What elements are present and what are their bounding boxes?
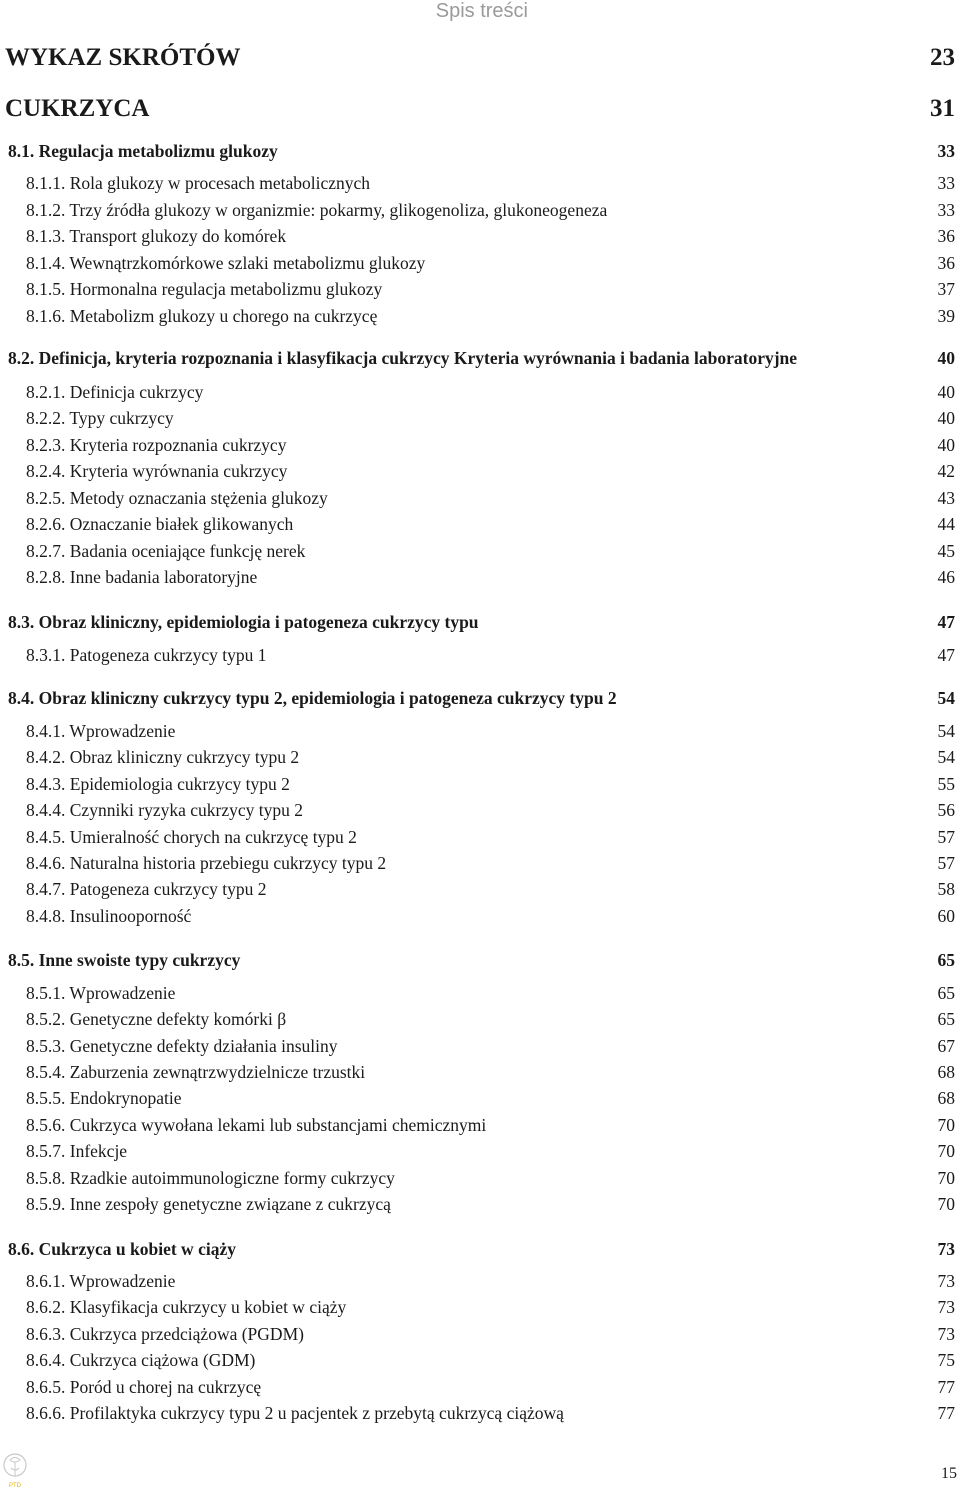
toc-entry-page: 56	[937, 800, 955, 820]
toc-entry-page: 60	[937, 906, 955, 926]
toc-entry-label: 8.5. Inne swoiste typy cukrzycy	[8, 950, 241, 970]
toc-entry-label: 8.4.4. Czynniki ryzyka cukrzycy typu 2	[26, 800, 304, 820]
toc-entry-label: 8.5.1. Wprowadzenie	[26, 983, 176, 1003]
toc-entry-page: 37	[937, 279, 955, 299]
toc-entry-page: 70	[937, 1115, 955, 1135]
toc-entry-label: 8.4.6. Naturalna historia przebiegu cukrzycy typu 2	[26, 853, 387, 873]
toc-entry-page: 65	[937, 983, 955, 1003]
toc-entry-page: 36	[937, 253, 955, 273]
toc-entry-page: 39	[937, 306, 955, 326]
toc-entry-label: 8.5.5. Endokrynopatie	[26, 1088, 182, 1108]
toc-entry-label: 8.6.2. Klasyfikacja cukrzycy u kobiet w ciąży	[26, 1297, 347, 1317]
toc-entry-page: 73	[937, 1324, 955, 1344]
toc-entry-label: 8.1. Regulacja metabolizmu glukozy	[8, 141, 278, 161]
toc-entry-page: 55	[937, 774, 955, 794]
toc-entry-page: 77	[937, 1403, 955, 1423]
toc-entry-page: 65	[937, 1009, 955, 1029]
toc-entry-label: 8.2.2. Typy cukrzycy	[26, 408, 174, 428]
toc-entry-label: 8.1.4. Wewnątrzkomórkowe szlaki metabolizmu glukozy	[26, 253, 426, 273]
page-number: 15	[941, 1465, 957, 1482]
toc-entry-label: 8.6.1. Wprowadzenie	[26, 1271, 176, 1291]
toc-entry-label: 8.4. Obraz kliniczny cukrzycy typu 2, epidemiologia i patogeneza cukrzycy typu 2	[8, 688, 617, 708]
toc-entry-label: 8.1.1. Rola glukozy w procesach metabolicznych	[26, 173, 371, 193]
toc-entry-label: 8.4.2. Obraz kliniczny cukrzycy typu 2	[26, 747, 300, 767]
toc-entry-page: 43	[937, 488, 955, 508]
toc-entry-page: 36	[937, 226, 955, 246]
toc-entry-label: CUKRZYCA	[5, 95, 150, 122]
toc-entry-label: 8.6.6. Profilaktyka cukrzycy typu 2 u pacjentek z przebytą cukrzycą ciążową	[26, 1403, 564, 1423]
toc-entry-label: 8.2.8. Inne badania laboratoryjne	[26, 567, 258, 587]
toc-entry-label: WYKAZ SKRÓTÓW	[5, 44, 241, 71]
toc-entry-label: 8.6. Cukrzyca u kobiet w ciąży	[8, 1239, 236, 1259]
toc-entry-label: 8.1.6. Metabolizm glukozy u chorego na cukrzycę	[26, 306, 378, 326]
toc-entry-label: 8.3. Obraz kliniczny, epidemiologia i patogeneza cukrzycy typu	[8, 612, 479, 632]
toc-entry-page: 75	[937, 1350, 955, 1370]
toc-entry-page: 33	[937, 141, 955, 161]
toc-entry-page: 73	[937, 1297, 955, 1317]
toc-entry-label: 8.5.8. Rzadkie autoimmunologiczne formy cukrzycy	[26, 1168, 395, 1188]
toc-entry-page: 58	[937, 879, 955, 899]
toc-entry-page: 44	[937, 514, 955, 534]
toc-entry-page: 46	[937, 567, 955, 587]
toc-entry-page: 57	[937, 827, 955, 847]
toc-entry-label: 8.5.7. Infekcje	[26, 1141, 128, 1161]
toc-entry-label: 8.5.9. Inne zespoły genetyczne związane z cukrzycą	[26, 1194, 391, 1214]
toc-entry-page: 57	[937, 853, 955, 873]
toc-entry-page: 70	[937, 1141, 955, 1161]
toc-entry-label: 8.2.3. Kryteria rozpoznania cukrzycy	[26, 435, 287, 455]
toc-entry-label: 8.1.3. Transport glukozy do komórek	[26, 226, 287, 246]
toc-entry-page: 70	[937, 1168, 955, 1188]
society-logo	[2, 1452, 28, 1496]
toc-entry-page: 54	[937, 721, 955, 741]
toc-entry-page: 33	[937, 200, 955, 220]
toc-entry-label: 8.5.3. Genetyczne defekty działania insuliny	[26, 1036, 338, 1056]
toc-entry-label: 8.2. Definicja, kryteria rozpoznania i klasyfikacja cukrzycy Kryteria wyrównania i badania laboratoryjne	[8, 348, 798, 368]
toc-entry-page: 77	[937, 1377, 955, 1397]
toc-entry-label: 8.2.1. Definicja cukrzycy	[26, 382, 204, 402]
toc-entry-page: 47	[937, 612, 955, 632]
toc-entry-label: 8.2.7. Badania oceniające funkcję nerek	[26, 541, 306, 561]
toc-entry-label: 8.5.6. Cukrzyca wywołana lekami lub substancjami chemicznymi	[26, 1115, 487, 1135]
toc-entry-page: 40	[937, 382, 955, 402]
toc-entry-label: 8.4.3. Epidemiologia cukrzycy typu 2	[26, 774, 290, 794]
toc-entry-page: 73	[937, 1239, 955, 1259]
toc-entry-label: 8.4.7. Patogeneza cukrzycy typu 2	[26, 879, 267, 899]
toc-entry-page: 42	[937, 461, 955, 481]
toc-entry-page: 23	[930, 44, 955, 71]
logo-text: PTD	[9, 1483, 21, 1489]
toc-entry-label: 8.4.1. Wprowadzenie	[26, 721, 176, 741]
toc-entry-label: 8.6.4. Cukrzyca ciążowa (GDM)	[26, 1350, 256, 1370]
toc-entry-label: 8.6.3. Cukrzyca przedciążowa (PGDM)	[26, 1324, 304, 1344]
toc-entry-label: 8.2.4. Kryteria wyrównania cukrzycy	[26, 461, 288, 481]
toc-entry-page: 47	[937, 645, 955, 665]
toc-entry-label: 8.5.4. Zaburzenia zewnątrzwydzielnicze trzustki	[26, 1062, 366, 1082]
toc-entry-page: 54	[937, 688, 955, 708]
toc-entry-label: 8.2.6. Oznaczanie białek glikowanych	[26, 514, 294, 534]
toc-entry-page: 68	[937, 1088, 955, 1108]
running-header: Spis treści	[435, 0, 528, 22]
toc-entry-label: 8.5.2. Genetyczne defekty komórki β	[26, 1009, 287, 1029]
toc-entry-label: 8.3.1. Patogeneza cukrzycy typu 1	[26, 645, 267, 665]
toc-entry-page: 54	[937, 747, 955, 767]
toc-entry-page: 70	[937, 1194, 955, 1214]
toc-entry-label: 8.1.2. Trzy źródła glukozy w organizmie: pokarmy, glikogenoliza, glukoneogeneza	[26, 200, 608, 220]
toc-entry-page: 73	[937, 1271, 955, 1291]
toc-entry-page: 40	[937, 408, 955, 428]
toc-entry-page: 68	[937, 1062, 955, 1082]
toc-entry-page: 67	[937, 1036, 955, 1056]
toc-entry-label: 8.4.5. Umieralność chorych na cukrzycę typu 2	[26, 827, 357, 847]
toc-entry-label: 8.2.5. Metody oznaczania stężenia glukozy	[26, 488, 328, 508]
toc-entry-page: 40	[937, 435, 955, 455]
toc-entry-page: 65	[937, 950, 955, 970]
toc-entry-page: 31	[930, 95, 955, 122]
toc-entry-page: 40	[937, 348, 955, 368]
toc-entry-page: 33	[937, 173, 955, 193]
toc-entry-label: 8.6.5. Poród u chorej na cukrzycę	[26, 1377, 262, 1397]
toc-entry-page: 45	[937, 541, 955, 561]
toc-entry-label: 8.1.5. Hormonalna regulacja metabolizmu glukozy	[26, 279, 383, 299]
toc-entry-label: 8.4.8. Insulinooporność	[26, 906, 192, 926]
